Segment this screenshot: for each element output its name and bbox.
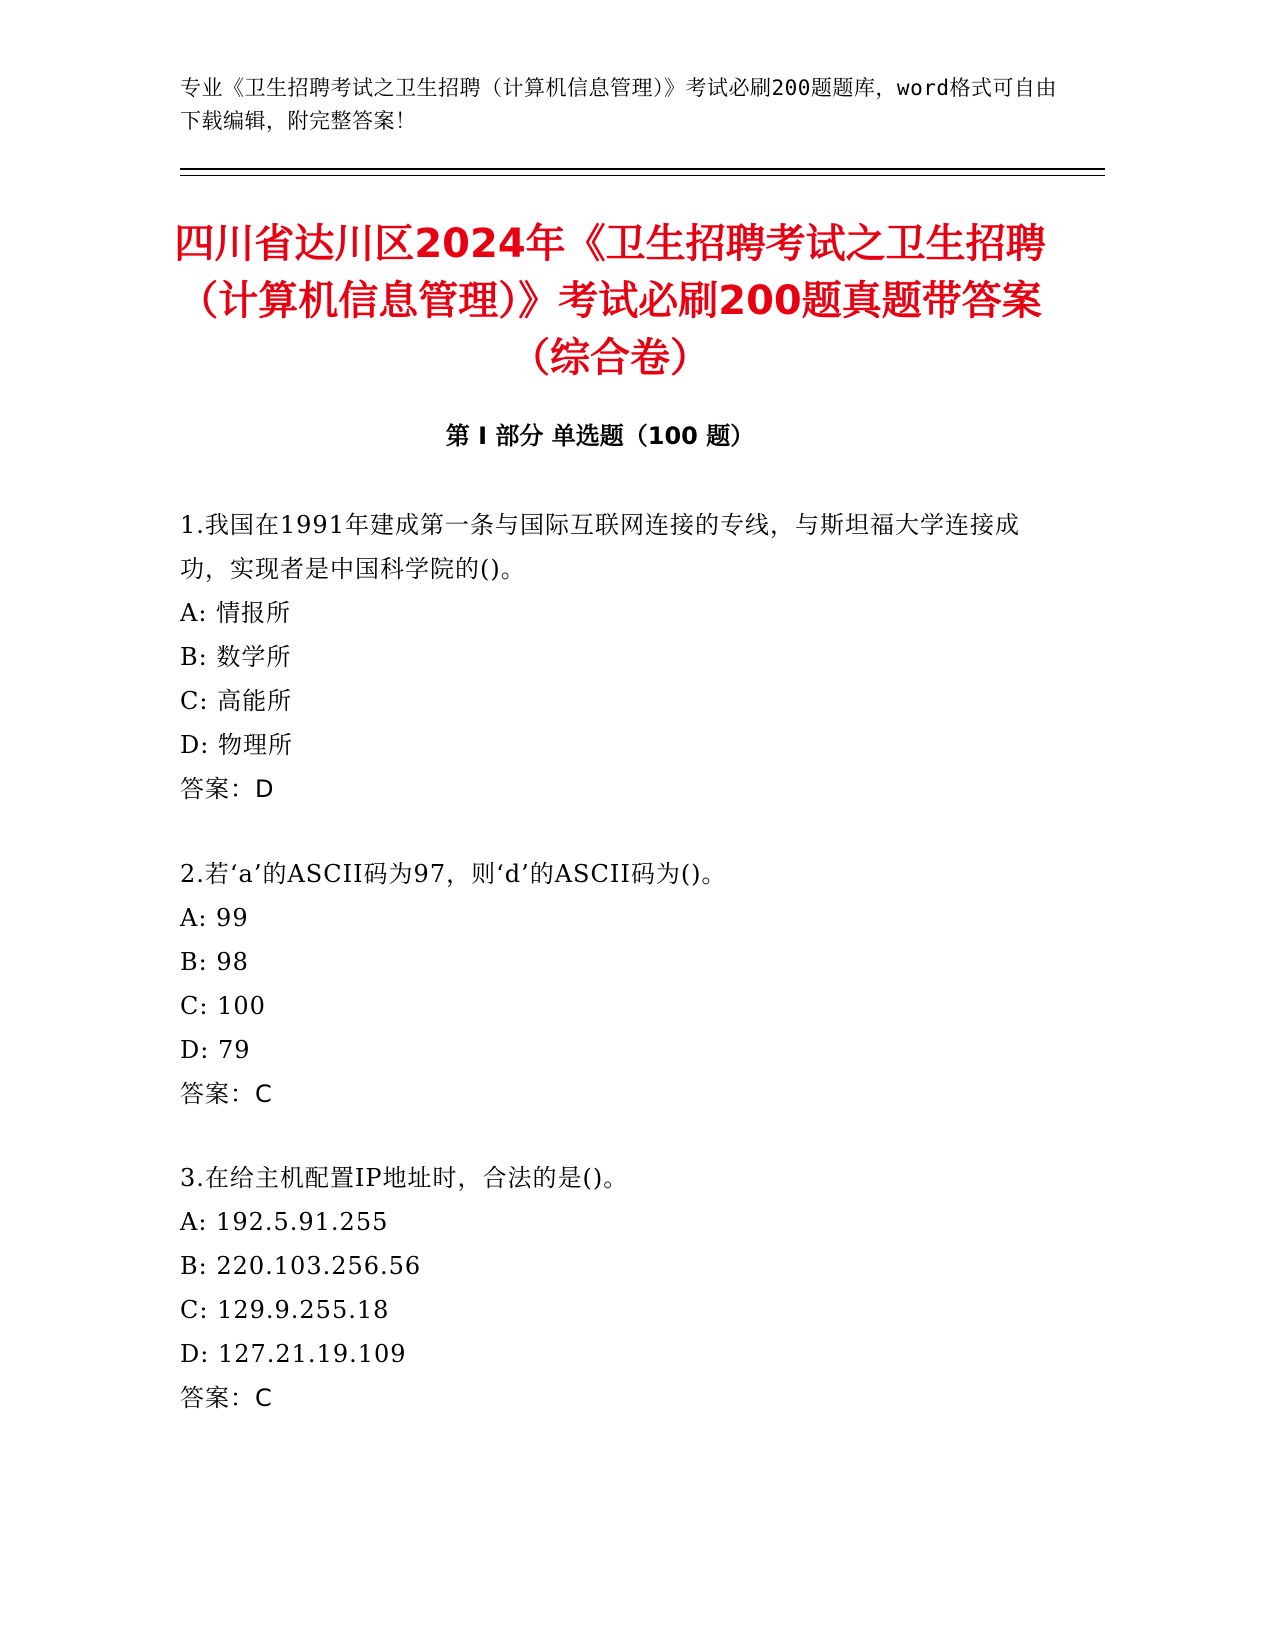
section-title: 第 I 部分 单选题（100 题） — [445, 422, 755, 450]
header-divider-thin — [180, 175, 1105, 176]
option-a: A: 情报所 — [180, 599, 292, 627]
answer: 答案：C — [180, 1080, 273, 1108]
answer: 答案：C — [180, 1384, 273, 1412]
question-block — [180, 503, 1060, 811]
option-b: B: 98 — [180, 948, 249, 976]
header-note: 专业《卫生招聘考试之卫生招聘（计算机信息管理）》考试必刷200题题库，word格式可自由下载编辑，附完整答案！ — [180, 76, 1057, 133]
option-a: A: 99 — [180, 904, 249, 932]
document-title: 四川省达川区2024年《卫生招聘考试之卫生招聘（计算机信息管理）》考试必刷200题真题带答案（综合卷） — [174, 221, 1046, 381]
option-d: D: 79 — [180, 1036, 251, 1064]
option-c: C: 100 — [180, 992, 266, 1020]
question-stem: 2.若‘a’的ASCII码为97，则‘d’的ASCII码为()。 — [180, 860, 727, 888]
option-c: C: 129.9.255.18 — [180, 1296, 390, 1324]
header-divider-thick — [180, 168, 1105, 170]
option-d: D: 物理所 — [180, 731, 293, 759]
question-block — [180, 1156, 1060, 1420]
answer: 答案：D — [180, 775, 275, 803]
option-b: B: 数学所 — [180, 643, 292, 671]
question-block — [180, 852, 1060, 1116]
option-a: A: 192.5.91.255 — [180, 1208, 389, 1236]
option-c: C: 高能所 — [180, 687, 293, 715]
question-stem: 1.我国在1991年建成第一条与国际互联网连接的专线，与斯坦福大学连接成功，实现者是中国科学院的()。 — [180, 511, 1020, 583]
option-d: D: 127.21.19.109 — [180, 1340, 407, 1368]
option-b: B: 220.103.256.56 — [180, 1252, 422, 1280]
question-stem: 3.在给主机配置IP地址时，合法的是()。 — [180, 1164, 629, 1192]
